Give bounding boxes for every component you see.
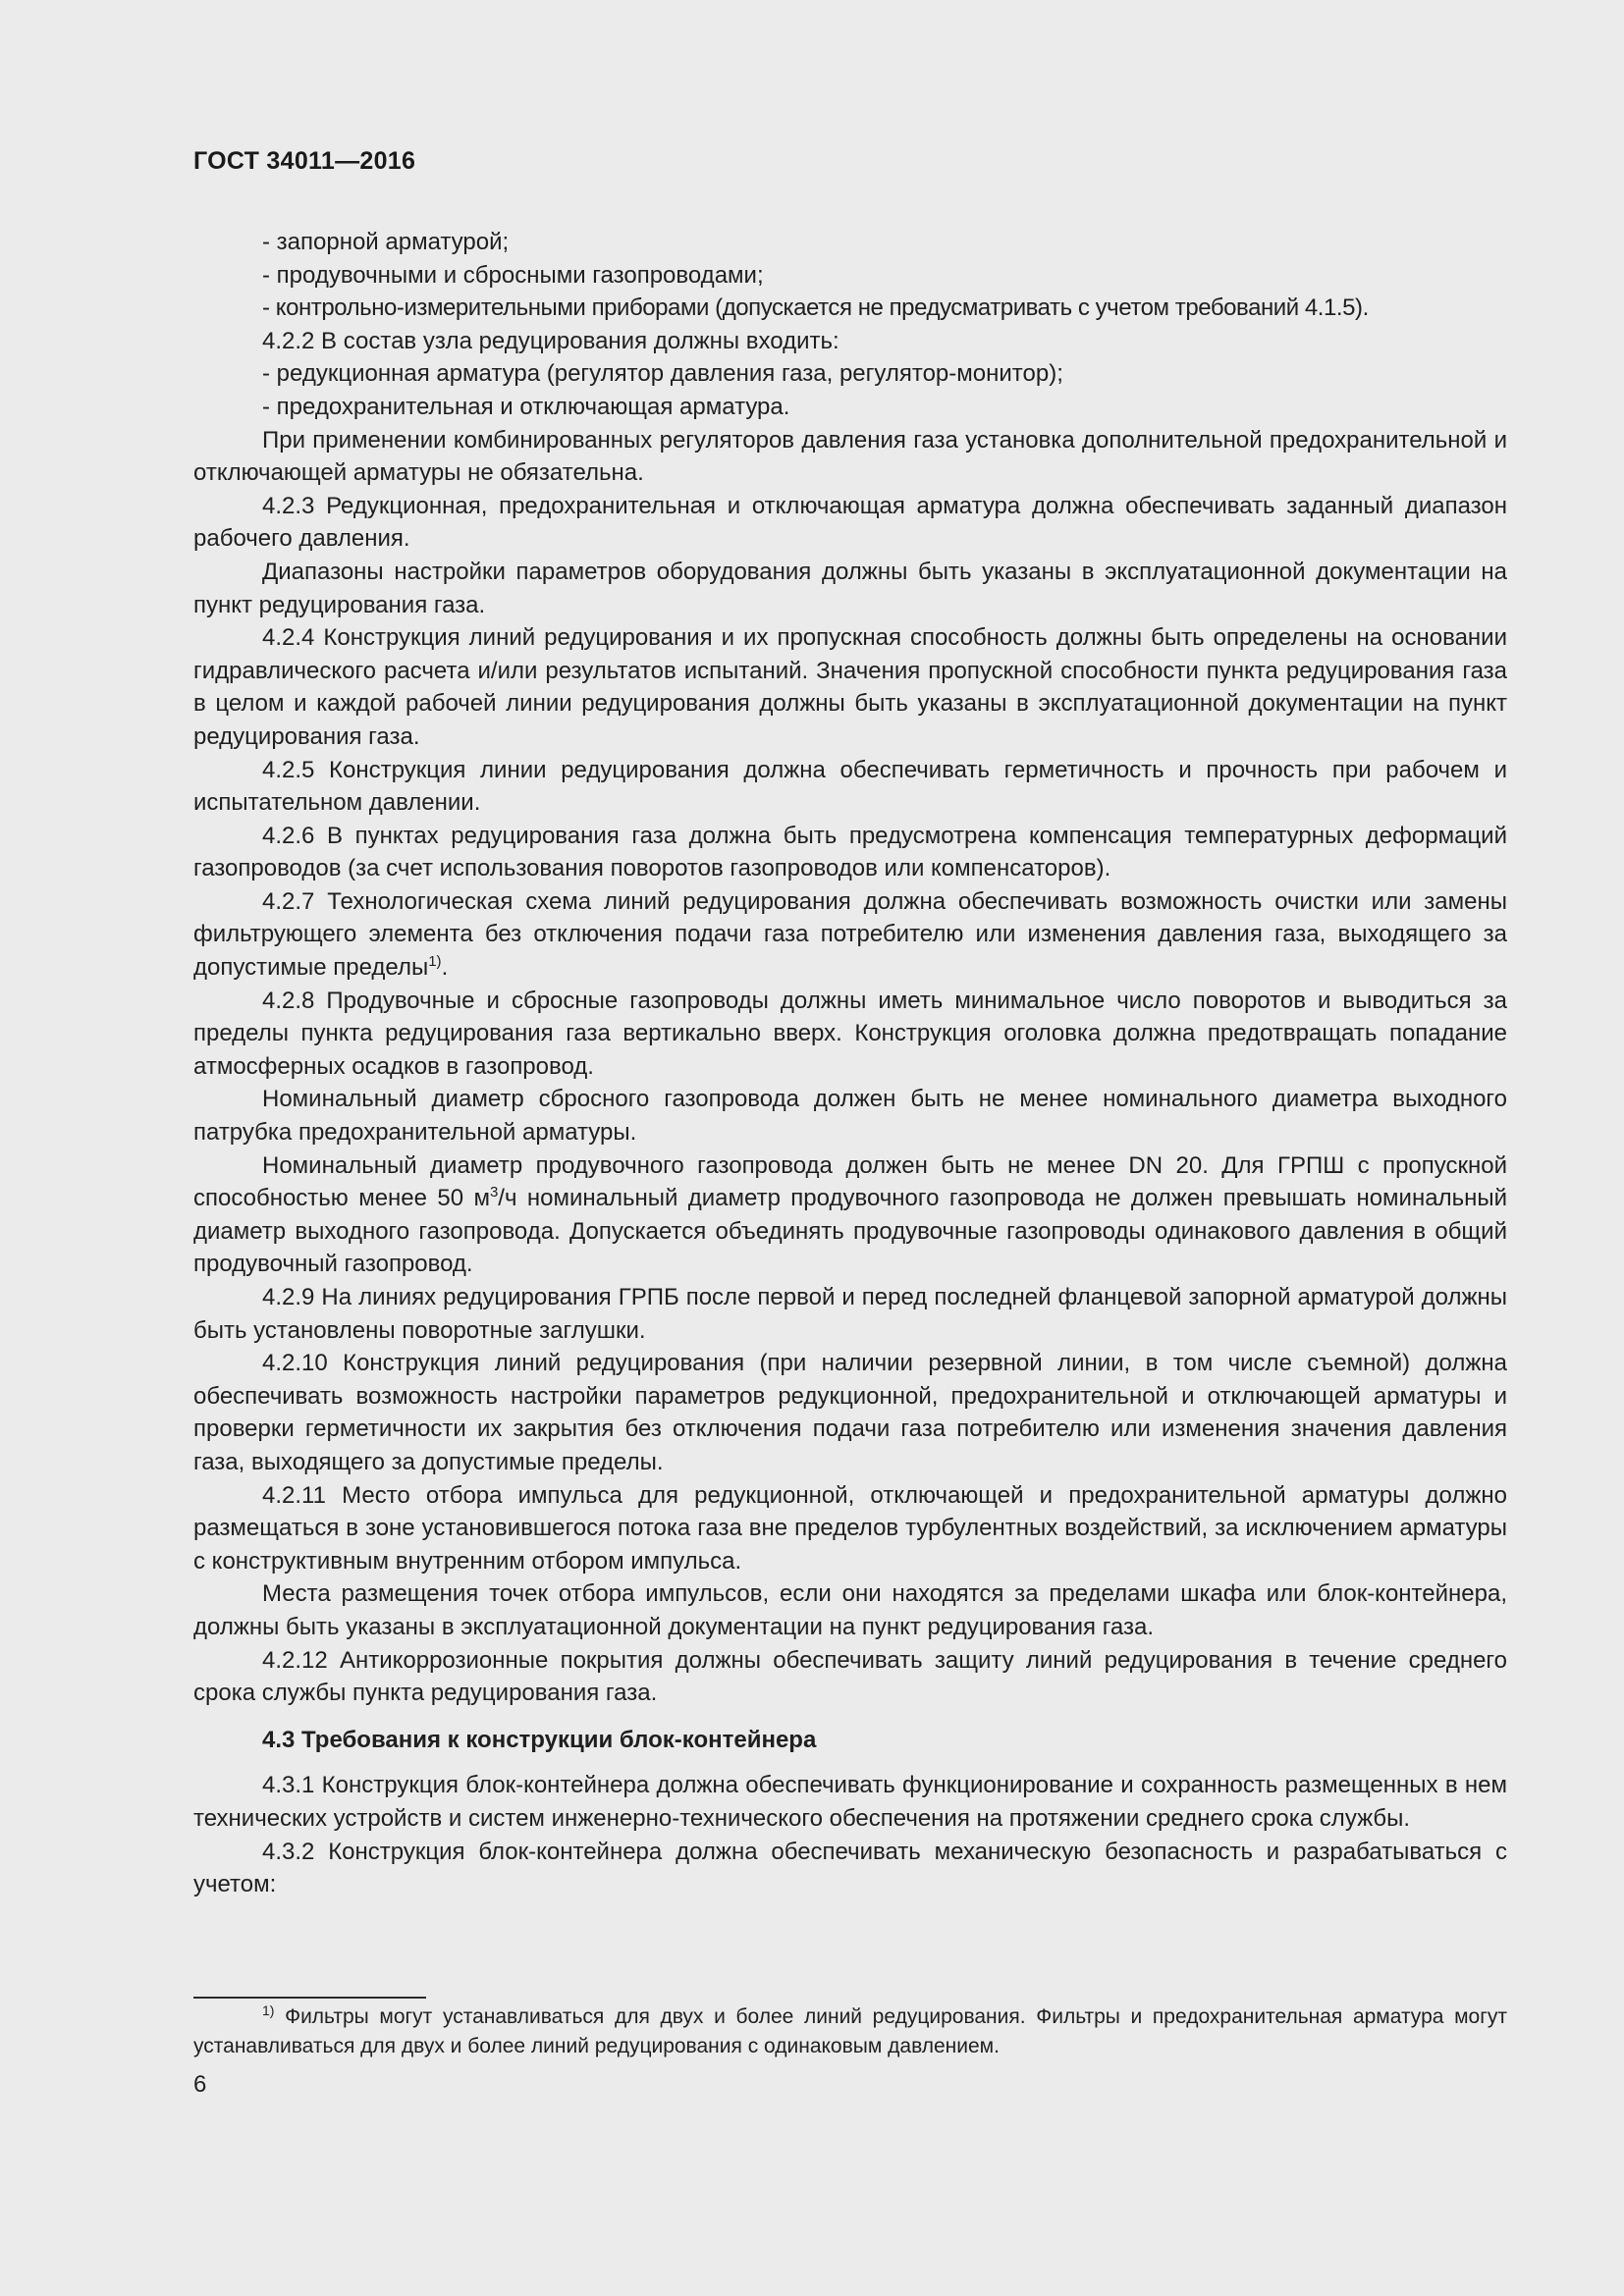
clause-4-2-10: 4.2.10 Конструкция линий редуцирования (при наличии резервной линии, в том числе съемной) должна обеспечивать возможность настройки параметров редукционной, предохранительной и отключающей арматуры и проверки герметичности их закрытия без отключения подачи газа потребителю или изменения значения давления газа, выходящего за допустимые пределы. (193, 1350, 1507, 1475)
list-item: - запорной арматурой; (262, 229, 510, 255)
purge-text-b: /ч номинальный диаметр продувочного газопровода не должен превышать номинальный диаметр выходного газопровода. Допускается объединять продувочные газопроводы одинакового давления в общий продувочный газопровод. (193, 1185, 1507, 1278)
footnote (193, 2002, 1507, 2061)
clause-4-2-6: 4.2.6 В пунктах редуцирования газа должна быть предусмотрена компенсация температурных деформаций газопроводов (за счет использования поворотов газопроводов или компенсаторов). (193, 822, 1507, 882)
paragraph-vent-diameter: Номинальный диаметр сбросного газопровода должен быть не менее номинального диаметра выходного патрубка предохранительной арматуры. (193, 1086, 1507, 1147)
section-heading-4-3: 4.3 Требования к конструкции блок-контейнера (262, 1726, 817, 1753)
clause-4-2-12: 4.2.12 Антикоррозионные покрытия должны обеспечивать защиту линий редуцирования в течение среднего срока службы пункта редуцирования газа. (193, 1646, 1507, 1707)
list-item: - продувочными и сбросными газопроводами; (262, 261, 764, 289)
list-item: - редукционная арматура (регулятор давления газа, регулятор-монитор); (262, 360, 1063, 388)
purge-text-a: Номинальный диаметр продувочного газопровода должен быть не менее DN 20. Для ГРПШ с пропускной способностью менее 50 м (193, 1151, 1507, 1212)
clause-4-2-7-end: . (441, 954, 449, 982)
paragraph-combined-regulators: При применении комбинированных регуляторов давления газа установка дополнительной предохранительной и отключающей арматуры не обязательна. (193, 426, 1507, 487)
clause-4-2-3: 4.2.3 Редукционная, предохранительная и отключающая арматура должна обеспечивать заданный диапазон рабочего давления. (193, 492, 1507, 553)
superscript-cubic: 3 (489, 1184, 499, 1201)
main-text (193, 226, 1507, 1901)
footnote-reference: 1) (428, 953, 442, 971)
footnote-text (193, 2002, 1507, 2061)
clause-4-2-2: 4.2.2 В состав узла редуцирования должны входить: (262, 327, 839, 354)
clause-4-2-9: 4.2.9 На линиях редуцирования ГРПБ после первой и перед последней фланцевой запорной арматурой должны быть установлены поворотные заглушки. (193, 1284, 1507, 1344)
clause-4-2-8: 4.2.8 Продувочные и сбросные газопроводы должны иметь минимальное число поворотов и выводиться за пределы пункта редуцирования газа вертикально вверх. Конструкция оголовка должна предотвращать попадание атмосферных осадков в газопровод. (193, 987, 1507, 1080)
paragraph-setting-ranges: Диапазоны настройки параметров оборудования должны быть указаны в эксплуатационной документации на пункт редуцирования газа. (193, 558, 1507, 618)
clause-4-2-11: 4.2.11 Место отбора импульса для редукционной, отключающей и предохранительной арматуры должно размещаться в зоне установившегося потока газа вне пределов турбулентных воздействий, за исключением арматуры с конструктивным внутренним отбором импульса. (193, 1481, 1507, 1575)
page-header-standard-id: ГОСТ 34011—2016 (193, 147, 416, 175)
footnote-marker: 1) (262, 2002, 275, 2018)
clause-4-2-7 (193, 885, 1507, 985)
paragraph-impulse-points: Места размещения точек отбора импульсов, если они находятся за пределами шкафа или блок-контейнера, должны быть указаны в эксплуатационной документации на пункт редуцирования газа. (193, 1580, 1507, 1640)
clause-4-2-5: 4.2.5 Конструкция линии редуцирования должна обеспечивать герметичность и прочность при рабочем и испытательном давлении. (193, 756, 1507, 817)
page-number: 6 (193, 2071, 207, 2098)
footnote-body: Фильтры могут устанавливаться для двух и более линий редуцирования. Фильтры и предохранительная арматура могут устанавливаться для двух и более линий редуцирования с одинаковым давлением. (193, 2005, 1507, 2057)
list-item: - предохранительная и отключающая арматура. (262, 393, 790, 420)
clause-4-3-2: 4.3.2 Конструкция блок-контейнера должна обеспечивать механическую безопасность и разрабатываться с учетом: (193, 1838, 1507, 1898)
list-item: - контрольно-измерительными приборами (допускается не предусматривать с учетом требований 4.1.5). (262, 294, 1369, 322)
paragraph-purge-diameter (193, 1149, 1507, 1281)
clause-4-2-7-text: 4.2.7 Технологическая схема линий редуцирования должна обеспечивать возможность очистки или замены фильтрующего элемента без отключения подачи газа потребителю или изменения давления газа, выходящего за допустимые пределы (193, 887, 1507, 982)
clause-4-3-1: 4.3.1 Конструкция блок-контейнера должна обеспечивать функционирование и сохранность размещенных в нем технических устройств и систем инженерно-технического обеспечения на протяжении среднего срока службы. (193, 1772, 1507, 1832)
footnote-divider (193, 1997, 426, 1999)
clause-4-2-4: 4.2.4 Конструкция линий редуцирования и их пропускная способность должны быть определены на основании гидравлического расчета и/или результатов испытаний. Значения пропускной способности пункта редуцирования газа в целом и каждой рабочей линии редуцирования должны быть указаны в эксплуатационной документации на пункт редуцирования газа. (193, 624, 1507, 750)
